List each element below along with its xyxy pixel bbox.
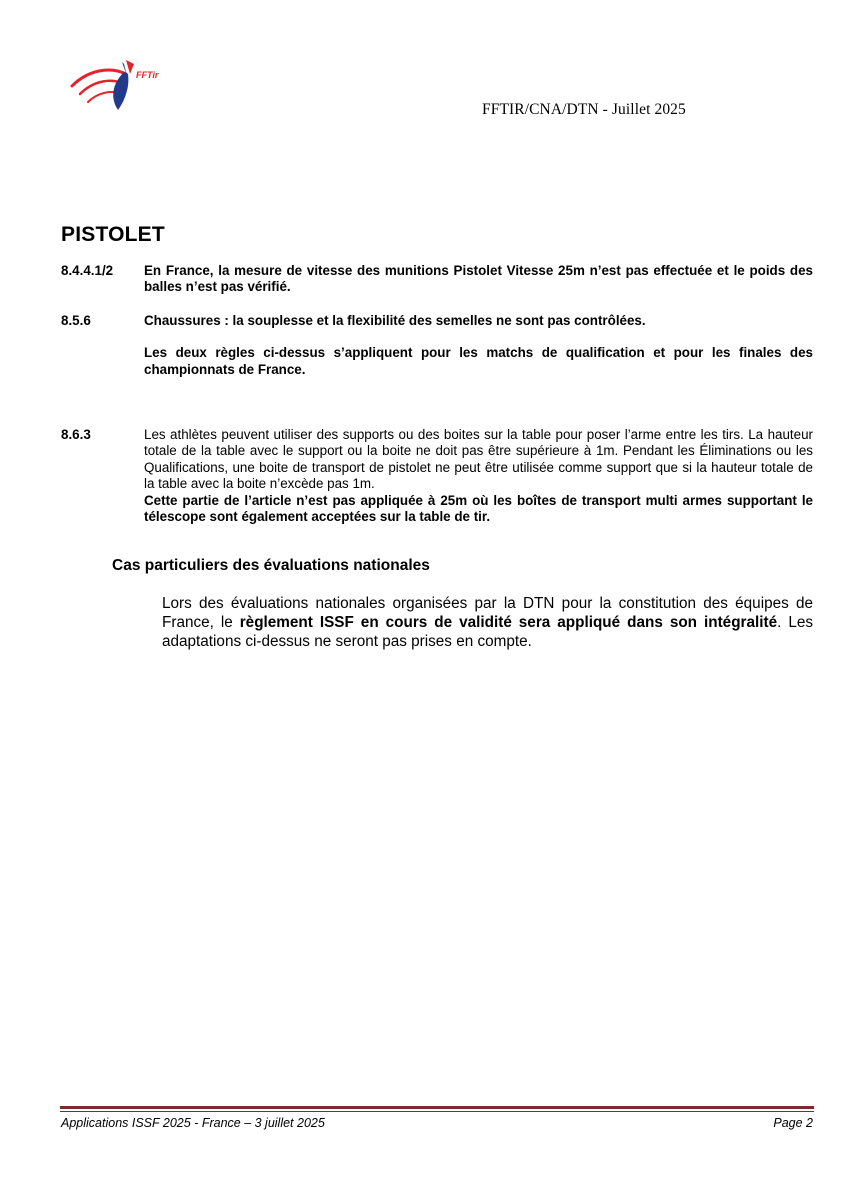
rule-number: 8.6.3 <box>61 427 91 442</box>
rule-number: 8.5.6 <box>61 313 91 328</box>
rule-text: Chaussures : la souplesse et la flexibilité des semelles ne sont pas contrôlées. <box>144 313 646 328</box>
rule-note: Cette partie de l’article n’est pas appliquée à 25m où les boîtes de transport multi armes supportant le télescope sont également acceptées sur la table de tir. <box>144 492 813 525</box>
evaluations-heading: Cas particuliers des évaluations nationales <box>112 557 430 574</box>
rule-8-5-6 <box>61 313 813 378</box>
footer-title: Applications ISSF 2025 - France – 3 juillet 2025 <box>61 1116 325 1130</box>
evaluations-text-after: . Les adaptations ci-dessus ne seront pas prises en compte. <box>162 614 814 650</box>
rule-note: Les deux règles ci-dessus s’appliquent pour les matchs de qualification et pour les finales des championnats de France. <box>144 345 813 377</box>
rule-number: 8.4.4.1/2 <box>61 263 114 278</box>
rule-text: En France, la mesure de vitesse des munitions Pistolet Vitesse 25m n’est pas effectuée et le poids des balles n’est pas vérifié. <box>144 263 813 295</box>
evaluations-text-bold: règlement ISSF en cours de validité sera appliqué dans son intégralité <box>239 614 778 631</box>
footer-divider <box>60 1106 814 1112</box>
rule-8-6-3 <box>61 427 813 525</box>
evaluations-paragraph <box>162 594 813 651</box>
logo-text: FFTir <box>136 70 159 80</box>
section-title: PISTOLET <box>61 223 165 246</box>
page-number: Page 2 <box>773 1116 813 1130</box>
document-reference: FFTIR/CNA/DTN - Juillet 2025 <box>482 101 686 118</box>
evaluations-text-before: Lors des évaluations nationales organisées par la DTN pour la constitution des équipes de France, le <box>162 595 813 631</box>
fftir-logo <box>66 52 170 118</box>
rule-8-4-4-1-2 <box>61 263 813 296</box>
rule-text: Les athlètes peuvent utiliser des supports ou des boites sur la table pour poser l’arme entre les tirs. La hauteur totale de la table avec le support ou la boite ne doit pas être supérieure à 1m. Pendant les Éliminations ou les Qualifications, une boite de transport de pistolet ne peut être utilisée comme support que si la hauteur totale de la table avec la boite n’excède pas 1m. <box>144 427 813 492</box>
